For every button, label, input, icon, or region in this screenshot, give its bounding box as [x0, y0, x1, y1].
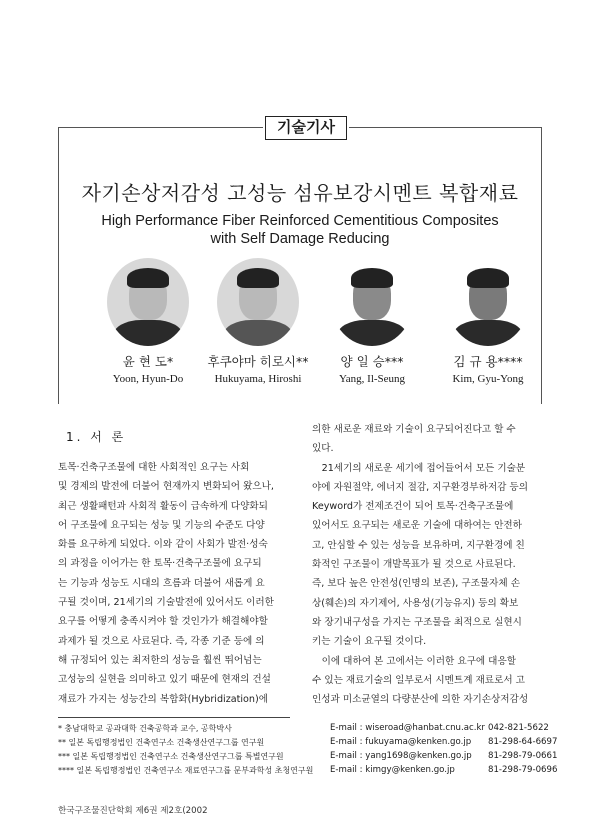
text-line: 화를 요구하게 되었다. 이와 같이 사회가 발전·성숙	[58, 539, 268, 551]
text-line: 는 기능과 성능도 시대의 흐름과 더불어 새롭게 요	[58, 577, 265, 589]
contact-phone: 81-298-79-0661	[488, 751, 558, 761]
text-line: 토목·건축구조물에 대한 사회적인 요구는 사회	[58, 462, 250, 473]
author-name-en: Yang, Il-Seung	[338, 373, 406, 385]
text-line: 수 있는 재료기술의 일부로서 시멘트계 재료로서 고	[312, 674, 525, 686]
text-line: 화적인 구조물이 개발목표가 될 것으로 사료된다.	[312, 559, 516, 571]
text-line: 있어서도 요구되는 새로운 기술에 대하여는 안전하	[312, 520, 522, 532]
text-line: 요구를 어떻게 충족시켜야 할 것인가가 해결해야할	[58, 616, 268, 628]
text-line: 야에 자원절약, 에너지 절감, 지구환경부하저감 등의	[312, 481, 528, 493]
contact-email: E-mail : kimgy@kenken.go.jp	[330, 765, 455, 775]
page-footer: 한국구조물진단학회 제6권 제2호(2002	[58, 806, 208, 816]
text-line: 21세기의 새로운 세기에 접어들어서 모든 기술분	[312, 462, 526, 474]
text-line: 및 경제의 발전에 더불어 현재까지 변화되어 왔으나,	[58, 481, 274, 493]
article-tag: 기술기사	[265, 116, 347, 140]
footnote-4: **** 일본 독립행정법인 건축연구소 재료연구그룹 문부과학성 초청연구원	[58, 766, 314, 775]
author-name-ko: 윤 현 도*	[122, 354, 174, 369]
author-name-en: Kim, Gyu-Yong	[452, 373, 524, 385]
author-name-en: Hukuyama, Hiroshi	[214, 373, 302, 385]
text-line: 인성과 미소균열의 다량분산에 의한 자기손상저감성	[312, 694, 529, 706]
author-4	[428, 258, 548, 385]
text-line: 구될 것이며, 21세기의 기술발전에 있어서도 이러한	[58, 597, 274, 609]
contact-email: E-mail : yang1698@kenken.go.jp	[330, 751, 472, 761]
title-korean: 자기손상저감성 고성능 섬유보강시멘트 복합재료	[81, 181, 519, 205]
text-line: 상(훼손)의 자기제어, 사용성(기능유지) 등의 확보	[312, 597, 519, 609]
footnote-2: ** 일본 독립행정법인 건축연구소 건축생산연구그룹 연구원	[58, 738, 265, 747]
text-line: 와 장기내구성을 가지는 구조물을 최적으로 실현시	[312, 616, 522, 628]
text-line: 해 규정되어 있는 최저한의 성능을 훨씬 뛰어넘는	[58, 654, 262, 666]
author-3	[312, 258, 432, 385]
text-line: 고성능의 실현을 의미하고 있기 때문에 현재의 건설	[58, 674, 271, 686]
author-photo	[447, 258, 529, 346]
author-name-ko: 김 규 용****	[453, 354, 523, 369]
footnote-divider	[58, 717, 290, 718]
author-photo	[331, 258, 413, 346]
footnote-1: * 충남대학교 공과대학 건축공학과 교수, 공학박사	[58, 724, 232, 733]
text-line: 이에 대하여 본 고에서는 이러한 요구에 대응할	[312, 655, 516, 667]
author-name-ko: 후쿠야마 히로시**	[207, 354, 309, 369]
contact-4	[330, 764, 557, 777]
author-1	[88, 258, 208, 385]
text-line: 의 과정을 이어가는 한 토목·건축구조물에 요구되	[58, 558, 262, 570]
contact-2	[330, 736, 557, 749]
author-2	[198, 258, 318, 385]
contact-email: E-mail : fukuyama@kenken.go.jp	[330, 737, 472, 747]
contact-3	[330, 750, 557, 763]
contact-phone: 81-298-79-0696	[488, 765, 558, 775]
section-heading: 1. 서 론	[66, 430, 127, 444]
text-line: 재료가 가지는 성능간의 복합화(Hybridization)에	[58, 693, 269, 705]
title-english-line2: with Self Damage Reducing	[210, 231, 390, 247]
footnote-3: *** 일본 독립행정법인 건축연구소 건축생산연구그룹 특별연구원	[58, 752, 284, 761]
author-name-en: Yoon, Hyun-Do	[112, 373, 184, 385]
text-line: Keyword가 전제조건이 되어 토목·건축구조물에	[312, 501, 514, 513]
contact-phone: 042-821-5622	[488, 723, 549, 733]
title-english	[0, 212, 600, 248]
author-photo	[217, 258, 299, 346]
text-line: 고, 안심할 수 있는 성능을 보유하며, 지구환경에 친	[312, 539, 525, 551]
text-line: 어 구조물에 요구되는 성능 및 기능의 수준도 다양	[58, 519, 265, 531]
text-line: 최근 생활패턴과 사회적 활동이 급속하게 다양화되	[58, 500, 268, 512]
author-name-ko: 양 일 승***	[340, 354, 404, 369]
title-english-line1: High Performance Fiber Reinforced Cementitious Composites	[101, 213, 499, 229]
text-line: 과제가 될 것으로 사료된다. 즉, 각종 기준 등에 의	[58, 635, 265, 647]
contact-1	[330, 722, 549, 735]
contact-email: E-mail : wiseroad@hanbat.cnu.ac.kr	[330, 723, 485, 733]
text-line: 의한 새로운 재료와 기술이 요구되어진다고 할 수	[312, 424, 516, 435]
contact-phone: 81-298-64-6697	[488, 737, 558, 747]
body-right-column	[312, 420, 542, 709]
text-line: 즉, 보다 높은 안전성(인명의 보존), 구조물자체 손	[312, 578, 520, 590]
text-line: 있다.	[312, 443, 334, 455]
body-left-column	[58, 458, 288, 709]
author-photo	[107, 258, 189, 346]
text-line: 키는 기술이 요구될 것이다.	[312, 636, 427, 648]
